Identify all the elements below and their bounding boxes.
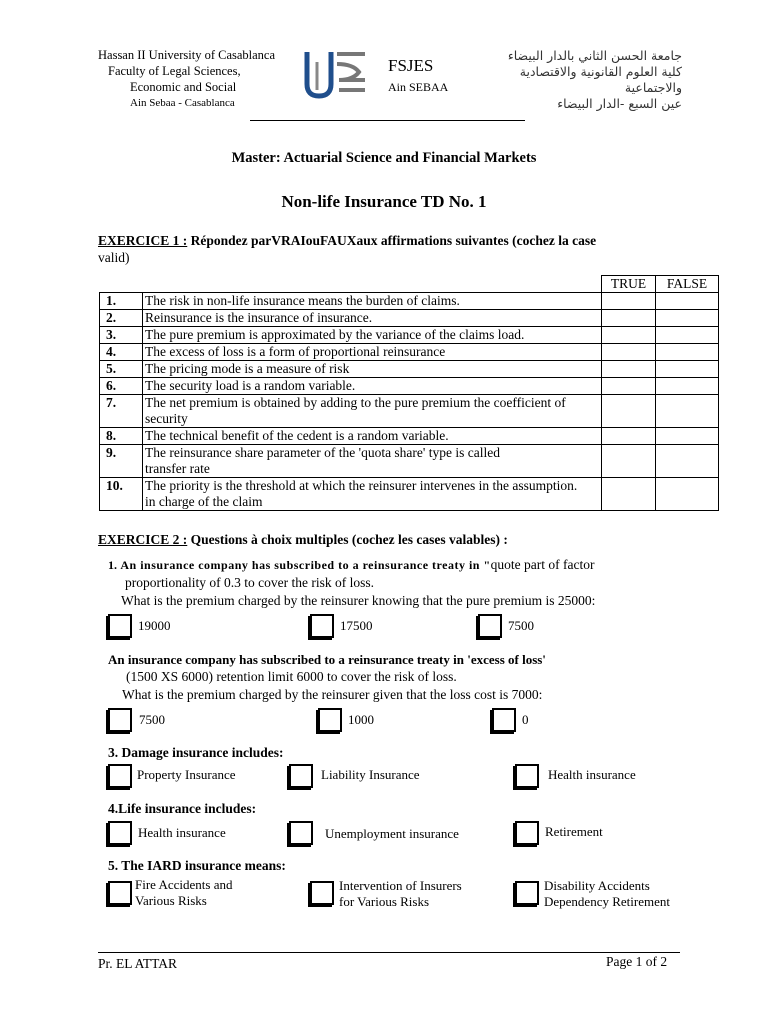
footer-author: Pr. EL ATTAR — [98, 956, 178, 971]
arabic-university-block — [470, 48, 682, 112]
question-prompt: What is the premium charged by the reinsurer given that the loss cost is 7000: — [122, 687, 543, 702]
table-row — [100, 344, 719, 361]
false-checkbox-cell[interactable] — [656, 310, 719, 327]
option-label — [135, 877, 232, 909]
statement: The pricing mode is a measure of risk — [143, 361, 602, 378]
faculty-line: Economic and Social — [130, 80, 237, 94]
option-checkbox[interactable] — [478, 614, 502, 638]
option-label: Health insurance — [138, 825, 226, 840]
false-column-header: FALSE — [656, 276, 719, 293]
row-number: 2. — [100, 310, 143, 327]
option-label: 19000 — [138, 618, 171, 633]
exercise2-instruction — [98, 532, 508, 548]
statement-line: security — [145, 411, 188, 426]
option-label — [544, 878, 670, 910]
statement-line: in charge of the claim — [145, 494, 263, 509]
table-row — [100, 478, 719, 511]
row-number: 7. — [100, 395, 143, 428]
option-label — [339, 878, 462, 910]
true-checkbox-cell[interactable] — [602, 445, 656, 478]
true-checkbox-cell[interactable] — [602, 310, 656, 327]
option-label-line: for Various Risks — [339, 894, 430, 909]
question-1 — [108, 556, 688, 609]
question-text: proportionality of 0.3 to cover the risk of loss. — [125, 575, 374, 590]
question-prompt: What is the premium charged by the reinsurer knowing that the pure premium is 25000: — [121, 593, 596, 608]
statement-line: transfer rate — [145, 461, 210, 476]
option-label: 7500 — [139, 712, 165, 727]
page-number: Page 1 of 2 — [606, 954, 668, 969]
statement: The security load is a random variable. — [143, 378, 602, 395]
option-label: Property Insurance — [137, 767, 236, 782]
row-number: 6. — [100, 378, 143, 395]
exercise1-text: Répondez parVRAIouFAUXaux affirmations suivantes (cochez la case — [187, 233, 597, 248]
statement-line: The net premium is obtained by adding to the pure premium the coefficient of — [145, 395, 566, 410]
true-checkbox-cell[interactable] — [602, 478, 656, 511]
false-checkbox-cell[interactable] — [656, 478, 719, 511]
option-checkbox[interactable] — [108, 614, 132, 638]
table-row — [100, 361, 719, 378]
table-header-row — [100, 276, 719, 293]
row-number: 3. — [100, 327, 143, 344]
option-checkbox[interactable] — [108, 821, 132, 845]
ain-sebaa-label: Ain SEBAA — [388, 80, 449, 94]
row-number: 1. — [100, 293, 143, 310]
row-number: 4. — [100, 344, 143, 361]
question-text-bold: An insurance company has subscribed to a reinsurance treaty in 'excess of loss' — [108, 652, 546, 667]
true-checkbox-cell[interactable] — [602, 293, 656, 310]
row-number: 10. — [100, 478, 143, 511]
statement: The pure premium is approximated by the variance of the claims load. — [143, 327, 602, 344]
question-3-title: 3. Damage insurance includes: — [108, 745, 284, 760]
row-number: 9. — [100, 445, 143, 478]
option-checkbox[interactable] — [289, 764, 313, 788]
statement — [143, 395, 602, 428]
statement-line: The priority is the threshold at which the reinsurer intervenes in the assumption. — [145, 478, 578, 493]
location-line: Ain Sebaa - Casablanca — [130, 97, 235, 109]
option-checkbox[interactable] — [108, 708, 132, 732]
exercise2-label: EXERCICE 2 : — [98, 532, 188, 547]
false-checkbox-cell[interactable] — [656, 428, 719, 445]
option-checkbox[interactable] — [289, 821, 313, 845]
arabic-line: عين السبع -الدار البيضاء — [557, 96, 682, 111]
exercise2-text: Questions à choix multiples (cochez les cases valables) : — [187, 532, 508, 547]
option-label: Unemployment insurance — [325, 826, 459, 841]
exercise1-text-cont: valid) — [98, 250, 130, 265]
option-checkbox[interactable] — [515, 821, 539, 845]
true-checkbox-cell[interactable] — [602, 344, 656, 361]
option-label: 1000 — [348, 712, 374, 727]
true-column-header: TRUE — [602, 276, 656, 293]
university-line: Hassan II University of Casablanca — [98, 48, 276, 62]
table-row — [100, 395, 719, 428]
option-checkbox[interactable] — [108, 881, 132, 905]
table-row — [100, 445, 719, 478]
option-checkbox[interactable] — [515, 764, 539, 788]
true-checkbox-cell[interactable] — [602, 361, 656, 378]
option-label-line: Various Risks — [135, 893, 207, 908]
false-checkbox-cell[interactable] — [656, 378, 719, 395]
row-number: 8. — [100, 428, 143, 445]
table-row — [100, 327, 719, 344]
table-row — [100, 428, 719, 445]
option-label-line: Dependency Retirement — [544, 894, 670, 909]
option-checkbox[interactable] — [310, 881, 334, 905]
false-checkbox-cell[interactable] — [656, 327, 719, 344]
header-divider — [250, 120, 525, 121]
false-checkbox-cell[interactable] — [656, 344, 719, 361]
fsjes-label: FSJES — [388, 56, 434, 75]
statement-line: The reinsurance share parameter of the 'quota share' type is called — [145, 445, 500, 460]
statement: The excess of loss is a form of proportional reinsurance — [143, 344, 602, 361]
td-title: Non-life Insurance TD No. 1 — [281, 192, 487, 211]
option-checkbox[interactable] — [108, 764, 132, 788]
arabic-line: جامعة الحسن الثاني بالدار البيضاء — [507, 48, 682, 63]
option-label-line: Fire Accidents and — [135, 877, 233, 892]
question-4-title: 4.Life insurance includes: — [108, 801, 257, 816]
row-number: 5. — [100, 361, 143, 378]
option-label: 7500 — [508, 618, 534, 633]
footer-divider — [98, 952, 680, 953]
question-2 — [108, 651, 688, 703]
question-5-title: 5. The IARD insurance means: — [108, 858, 286, 873]
option-label-line: Intervention of Insurers — [339, 878, 462, 893]
university-logo-icon — [303, 50, 367, 100]
table-row — [100, 293, 719, 310]
statement: The technical benefit of the cedent is a random variable. — [143, 428, 602, 445]
option-label: Liability Insurance — [321, 767, 420, 782]
option-checkbox[interactable] — [492, 708, 516, 732]
university-name-block — [98, 47, 275, 111]
true-checkbox-cell[interactable] — [602, 378, 656, 395]
option-label: 17500 — [340, 618, 373, 633]
false-checkbox-cell[interactable] — [656, 293, 719, 310]
option-label: Health insurance — [548, 767, 636, 782]
option-label-line: Disability Accidents — [544, 878, 650, 893]
table-row — [100, 310, 719, 327]
false-checkbox-cell[interactable] — [656, 395, 719, 428]
question-number: 1. — [108, 558, 117, 572]
true-checkbox-cell[interactable] — [602, 395, 656, 428]
option-checkbox[interactable] — [318, 708, 342, 732]
statement: The risk in non-life insurance means the burden of claims. — [143, 293, 602, 310]
statement — [143, 445, 602, 478]
question-text-bold: An insurance company has subscribed to a reinsurance treaty in " — [120, 558, 491, 572]
arabic-line: كلية العلوم القانونية والاقتصادية والاجتماعية — [519, 64, 682, 95]
option-checkbox[interactable] — [310, 614, 334, 638]
statement — [143, 478, 602, 511]
option-label: 0 — [522, 712, 529, 727]
master-title: Master: Actuarial Science and Financial Markets — [231, 150, 537, 166]
question-text: quote part of factor — [490, 557, 595, 572]
option-checkbox[interactable] — [515, 881, 539, 905]
true-checkbox-cell[interactable] — [602, 428, 656, 445]
exercise1-instruction — [98, 232, 678, 266]
true-checkbox-cell[interactable] — [602, 327, 656, 344]
table-row — [100, 378, 719, 395]
option-label: Retirement — [545, 824, 603, 839]
question-text: (1500 XS 6000) retention limit 6000 to cover the risk of loss. — [126, 669, 457, 684]
false-checkbox-cell[interactable] — [656, 445, 719, 478]
faculty-line: Faculty of Legal Sciences, — [108, 64, 241, 78]
false-checkbox-cell[interactable] — [656, 361, 719, 378]
exercise1-label: EXERCICE 1 : — [98, 233, 188, 248]
statement: Reinsurance is the insurance of insurance. — [143, 310, 602, 327]
true-false-table — [99, 275, 719, 511]
